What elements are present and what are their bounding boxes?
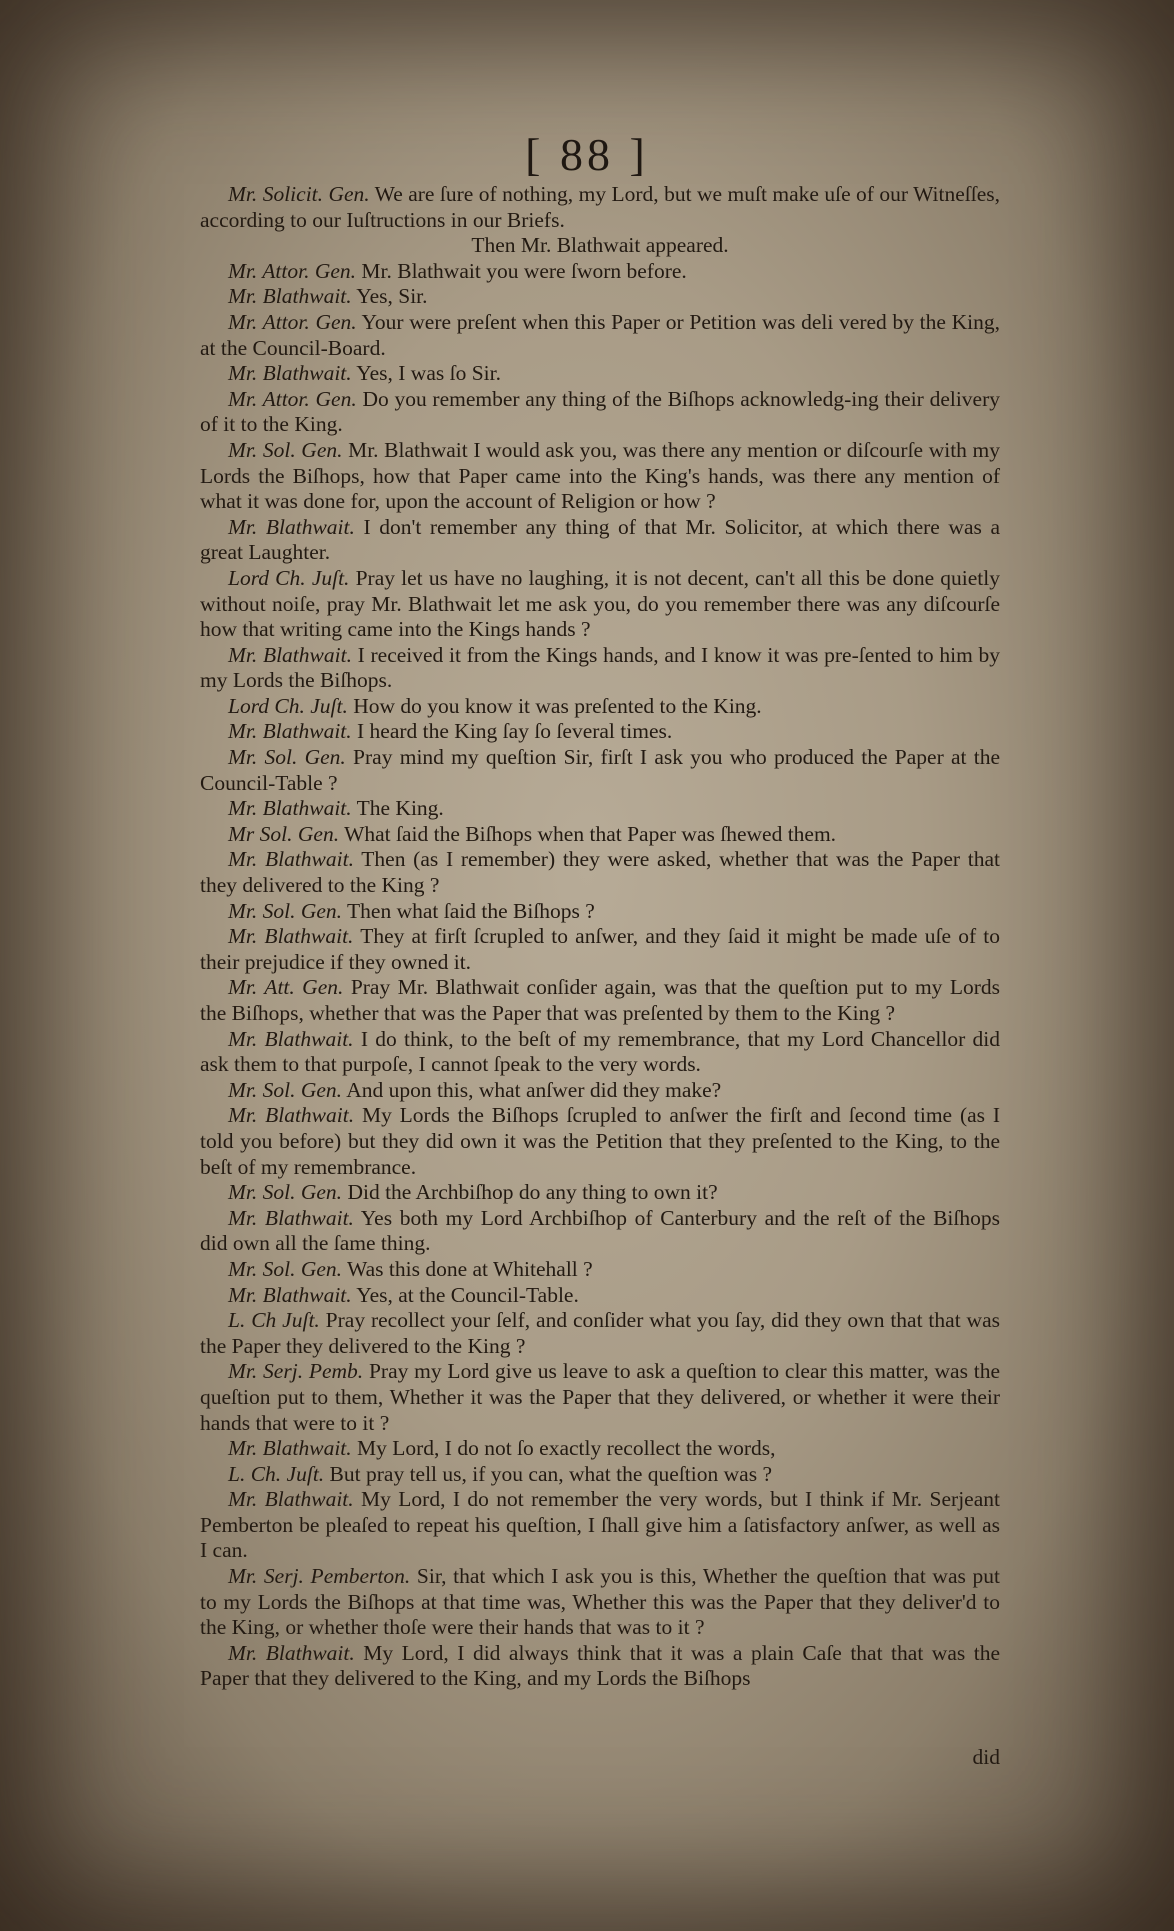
speaker-label: Mr. Blathwait. bbox=[228, 847, 354, 872]
speaker-label: Mr. Blathwait. bbox=[228, 642, 352, 667]
catchword: did bbox=[972, 1745, 1000, 1769]
speaker-label: Mr. Blathwait. bbox=[228, 514, 355, 539]
page-number: [ 88 ] bbox=[525, 129, 649, 180]
speech-text: Pray recollect your ſelf, and conſider what you ſay, did they own that that was the Paper they delivered to the King ? bbox=[200, 1308, 1000, 1358]
dialogue-paragraph bbox=[200, 259, 1000, 285]
speech-text: But pray tell us, if you can, what the queſtion was ? bbox=[324, 1461, 772, 1486]
dialogue-paragraph bbox=[200, 1641, 1000, 1692]
dialogue-paragraph bbox=[200, 847, 1000, 898]
speaker-label: Mr. Blathwait. bbox=[228, 924, 354, 949]
speech-text: What ſaid the Biſhops when that Paper was ſhewed them. bbox=[339, 821, 837, 846]
speech-text: Yes, Sir. bbox=[351, 284, 428, 309]
dialogue-paragraph bbox=[200, 310, 1000, 361]
dialogue-paragraph bbox=[200, 1487, 1000, 1564]
speech-text: I do think, to the beſt of my remembrance, that my Lord Chancellor did ask them to that purpoſe, I cannot ſpeak to the very words. bbox=[200, 1026, 1000, 1077]
speaker-label: Mr. Blathwait. bbox=[228, 719, 352, 744]
speech-text: Was this done at Whitehall ? bbox=[342, 1256, 593, 1281]
speaker-label: Mr. Blathwait. bbox=[228, 796, 352, 821]
dialogue-paragraph bbox=[200, 1027, 1000, 1078]
dialogue-paragraph bbox=[200, 361, 1000, 387]
dialogue-paragraph bbox=[200, 694, 1000, 720]
speaker-label: Mr. Sol. Gen. bbox=[228, 1180, 343, 1205]
speaker-label: Mr. Blathwait. bbox=[228, 1282, 352, 1307]
dialogue-paragraph bbox=[200, 1078, 1000, 1104]
dialogue-paragraph bbox=[200, 1308, 1000, 1359]
speech-text: I don't remember any thing of that Mr. Solicitor, at which there was a great Laughter. bbox=[200, 514, 1000, 565]
speaker-label: Mr. Blathwait. bbox=[228, 1205, 354, 1230]
dialogue-paragraph bbox=[200, 1359, 1000, 1436]
speaker-label: Mr. Sol. Gen. bbox=[228, 898, 343, 923]
speaker-label: L. Ch Juſt. bbox=[228, 1308, 320, 1333]
speech-text: Yes, I was ſo Sir. bbox=[351, 361, 501, 386]
speech-text: I received it from the Kings hands, and I know it was pre-ſented to him by my Lords the Biſhops. bbox=[200, 642, 1000, 693]
speaker-label: Mr. Blathwait. bbox=[228, 1436, 352, 1461]
dialogue-paragraph bbox=[200, 233, 1000, 259]
speaker-label: Mr. Sol. Gen. bbox=[228, 745, 346, 770]
speech-text: The King. bbox=[351, 796, 444, 821]
dialogue-paragraph bbox=[200, 745, 1000, 796]
dialogue-paragraph bbox=[200, 1564, 1000, 1641]
dialogue-paragraph bbox=[200, 284, 1000, 310]
speaker-label: Mr. Serj. Pemberton. bbox=[228, 1564, 411, 1589]
dialogue-paragraph bbox=[200, 796, 1000, 822]
speech-text: Then what ſaid the Biſhops ? bbox=[342, 898, 595, 923]
speaker-label: Mr. Blathwait. bbox=[228, 1026, 354, 1051]
speaker-label: Mr. Sol. Gen. bbox=[228, 437, 343, 462]
speech-text: We are ſure of nothing, my Lord, but we muſt make uſe of our Witneſſes, according to our Iuſtructions in our Briefs. bbox=[200, 182, 1000, 232]
speaker-label: Mr. Blathwait. bbox=[228, 1640, 355, 1665]
speaker-label: Mr. Sol. Gen. bbox=[228, 1077, 343, 1102]
speaker-label: Mr. Att. Gen. bbox=[228, 975, 344, 1000]
speaker-label: Mr. Blathwait. bbox=[228, 1103, 355, 1128]
speech-text: Then Mr. Blathwait appeared. bbox=[471, 233, 729, 258]
transcript-text bbox=[200, 182, 1000, 1692]
speech-text: Mr. Blathwait I would ask you, was there any mention or diſcourſe with my Lords the Biſhops, how that Paper came into the King's hands, was there any mention of what it was done for, upon the account of Religion or how ? bbox=[200, 437, 1000, 514]
speaker-label: L. Ch. Juſt. bbox=[228, 1461, 325, 1486]
speaker-label: Mr. Blathwait. bbox=[228, 361, 352, 386]
dialogue-paragraph bbox=[200, 1462, 1000, 1488]
speaker-label: Mr. Blathwait. bbox=[228, 1487, 354, 1512]
speaker-label: Mr Sol. Gen. bbox=[228, 821, 340, 846]
dialogue-paragraph bbox=[200, 1206, 1000, 1257]
speech-text: My Lord, I do not remember the very words, but I think if Mr. Serjeant Pemberton be pleaſed to repeat his queſtion, I ſhall give him a ſatisfactory anſwer, as well as I can. bbox=[200, 1487, 1000, 1563]
speech-text: Pray Mr. Blathwait conſider again, was that the queſtion put to my Lords the Biſhops, whether that was the Paper that was preſented by them to the King ? bbox=[200, 975, 1000, 1025]
dialogue-paragraph bbox=[200, 719, 1000, 745]
speech-text: Then (as I remember) they were asked, whether that was the Paper that they delivered to the King ? bbox=[200, 847, 1000, 898]
speaker-label: Mr. Serj. Pemb. bbox=[228, 1359, 364, 1384]
speech-text: My Lord, I do not ſo exactly recollect the words, bbox=[351, 1436, 776, 1461]
speech-text: Pray let us have no laughing, it is not decent, can't all this be done quietly without noiſe, pray Mr. Blathwait let me ask you, do you remember there was any diſcourſe how that writing came into the Kings hands ? bbox=[200, 565, 1000, 642]
dialogue-paragraph bbox=[200, 822, 1000, 848]
speech-text: Do you remember any thing of the Biſhops acknowledg-ing their delivery of it to the King. bbox=[200, 386, 1001, 437]
speech-text: Did the Archbiſhop do any thing to own it? bbox=[342, 1180, 718, 1205]
speaker-label: Lord Ch. Juſt. bbox=[228, 565, 350, 590]
dialogue-paragraph bbox=[200, 1257, 1000, 1283]
speech-text: My Lord, I did always think that it was a plain Caſe that that was the Paper that they delivered to the King, and my Lords the Biſhops bbox=[200, 1640, 1000, 1691]
speech-text: Yes, at the Council-Table. bbox=[351, 1282, 579, 1307]
dialogue-paragraph bbox=[200, 515, 1000, 566]
speech-text: I heard the King ſay ſo ſeveral times. bbox=[351, 719, 673, 744]
speaker-label: Mr. Attor. Gen. bbox=[228, 258, 357, 283]
dialogue-paragraph bbox=[200, 566, 1000, 643]
dialogue-paragraph bbox=[200, 387, 1000, 438]
speaker-label: Lord Ch. Juſt. bbox=[228, 693, 348, 718]
dialogue-paragraph bbox=[200, 1103, 1000, 1180]
speech-text: How do you know it was preſented to the King. bbox=[347, 693, 762, 718]
speaker-label: Mr. Attor. Gen. bbox=[228, 386, 357, 411]
speech-text: They at firſt ſcrupled to anſwer, and they ſaid it might be made uſe of to their prejudice if they owned it. bbox=[200, 924, 1000, 974]
speaker-label: Mr. Blathwait. bbox=[228, 284, 352, 309]
dialogue-paragraph bbox=[200, 975, 1000, 1026]
dialogue-paragraph bbox=[200, 643, 1000, 694]
dialogue-paragraph bbox=[200, 182, 1000, 233]
speech-text: Sir, that which I ask you is this, Whether the queſtion that was put to my Lords the Biſhops at that time was, Whether this was the Paper that they deliver'd to the King, or whether thoſe were their hands that was to it ? bbox=[200, 1564, 1000, 1640]
dialogue-paragraph bbox=[200, 899, 1000, 925]
speech-text: Yes both my Lord Archbiſhop of Canterbury and the reſt of the Biſhops did own all the ſame thing. bbox=[200, 1205, 1000, 1256]
speaker-label: Mr. Attor. Gen. bbox=[228, 309, 357, 334]
speech-text: My Lords the Biſhops ſcrupled to anſwer the firſt and ſecond time (as I told you before) but they did own it was the Petition that they preſented to the King, to the beſt of my remembrance. bbox=[200, 1103, 1001, 1179]
speech-text: Your were preſent when this Paper or Petition was deli vered by the King, at the Council-Board. bbox=[200, 309, 1001, 360]
speech-text: And upon this, what anſwer did they make? bbox=[342, 1077, 722, 1102]
speaker-label: Mr. Solicit. Gen. bbox=[228, 182, 370, 206]
speech-text: Pray mind my queſtion Sir, firſt I ask you who produced the Paper at the Council-Table ? bbox=[200, 745, 1000, 795]
speaker-label: Mr. Sol. Gen. bbox=[228, 1256, 343, 1281]
dialogue-paragraph bbox=[200, 1436, 1000, 1462]
speech-text: Mr. Blathwait you were ſworn before. bbox=[356, 258, 687, 283]
speech-text: Pray my Lord give us leave to ask a queſtion to clear this matter, was the queſtion put to them, Whether it was the Paper that they delivered, or whether it were their hands that were to it ? bbox=[200, 1359, 1001, 1435]
dialogue-paragraph bbox=[200, 924, 1000, 975]
dialogue-paragraph bbox=[200, 1180, 1000, 1206]
dialogue-paragraph bbox=[200, 1283, 1000, 1309]
dialogue-paragraph bbox=[200, 438, 1000, 515]
